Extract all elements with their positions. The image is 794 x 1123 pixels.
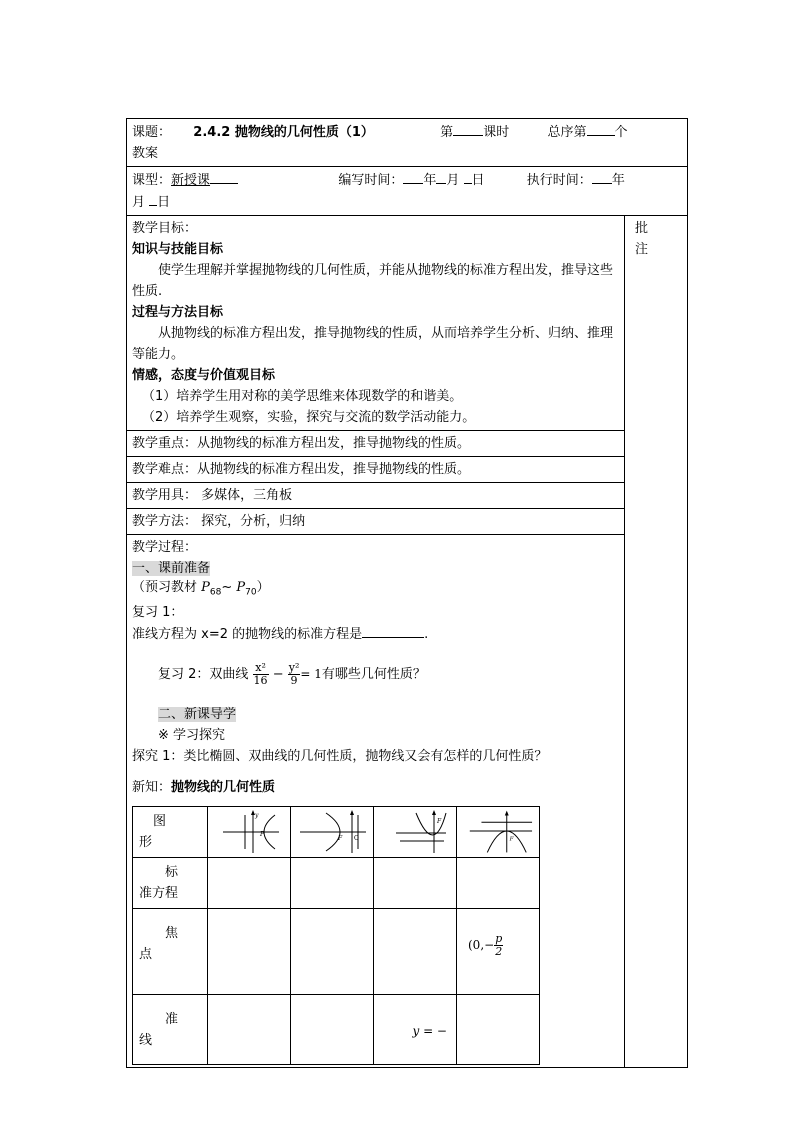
fraction-y	[288, 662, 301, 687]
topic-label: 课题：	[132, 125, 172, 140]
svg-text:F: F	[437, 817, 442, 825]
review-1-text: 准线方程为 x=2 的抛物线的标准方程是	[132, 626, 363, 642]
new-knowledge-pre: 新知：	[132, 779, 172, 795]
process-cell	[127, 535, 625, 1068]
preview-line	[132, 579, 619, 602]
eq-label-1: 标	[165, 864, 179, 880]
dir-cell-1[interactable]	[208, 994, 291, 1064]
lesson-plan-table	[126, 118, 688, 1068]
graph-right-cell	[208, 806, 291, 857]
frac-x-den: 16	[253, 673, 268, 687]
focus-row-label	[133, 908, 208, 994]
knowledge-title: 知识与技能目标	[132, 242, 224, 257]
graph-down-cell	[457, 806, 540, 857]
focus-fraction	[494, 933, 503, 958]
svg-text:O: O	[354, 834, 359, 842]
graph-left-opening-icon	[296, 809, 368, 855]
frac-x-num: x²	[253, 662, 269, 675]
new-knowledge-title: 抛物线的几何性质	[171, 779, 276, 795]
knowledge-text: 使学生理解并掌握抛物线的几何性质，并能从抛物线的标准方程出发，推导这些性质.	[132, 263, 614, 299]
objectives-heading: 教学目标：	[132, 221, 198, 236]
svg-text:y: y	[255, 811, 259, 819]
svg-text:F: F	[509, 836, 514, 843]
attitude-title: 情感，态度与价值观目标	[132, 368, 276, 383]
eq-label-2: 准方程	[139, 885, 179, 901]
process-text: 从抛物线的标准方程出发，推导抛物线的性质，从而培养学生分析、归纳、推理等能力。	[132, 326, 614, 362]
dir-cell-4[interactable]	[457, 994, 540, 1064]
year-label: 年	[423, 173, 437, 188]
review-1-end: .	[424, 626, 429, 642]
focus-partial: (0,−	[468, 937, 495, 952]
meta-row	[127, 167, 688, 216]
notes-label-1: 批	[635, 221, 649, 236]
eq-cell-3[interactable]	[374, 857, 457, 908]
objectives-cell	[127, 216, 625, 431]
focus-label-2: 点	[139, 946, 153, 962]
seq-post: 个	[614, 125, 628, 140]
graph-up-opening-icon	[379, 809, 451, 855]
tools-row: 教学用具： 多媒体，三角板	[127, 483, 625, 509]
section-2-title: 二、新课导学	[158, 706, 237, 722]
focus-2: 2	[495, 944, 503, 958]
frac-y-num: y²	[288, 660, 300, 674]
topic-title: 2.4.2 抛物线的几何性质（1）	[193, 125, 374, 140]
notes-column	[625, 216, 688, 1068]
key-point-row: 教学重点：从抛物线的标准方程出发，推导抛物线的性质。	[127, 431, 625, 457]
focus-label-1: 焦	[165, 925, 179, 941]
equation-row-label	[133, 857, 208, 908]
compile-label: 编写时间：	[338, 173, 404, 188]
day-label: 日	[471, 173, 485, 188]
frac-y-den: 9	[290, 673, 298, 687]
period-pre: 第	[440, 125, 454, 140]
preview-p2: P	[236, 580, 246, 595]
process-heading: 教学过程：	[132, 540, 198, 555]
type-label: 课型：	[132, 173, 172, 188]
graph-label-1: 图	[153, 813, 167, 829]
equals-one: = 1	[300, 666, 322, 681]
review-2-post: 有哪些几何性质？	[321, 666, 426, 682]
exec-label: 执行时间：	[526, 173, 592, 188]
properties-table	[132, 806, 540, 1065]
difficulty-row: 教学难点：从抛物线的标准方程出发，推导抛物线的性质。	[127, 457, 625, 483]
exec-month-label: 月	[132, 195, 146, 210]
dir-label-2: 线	[139, 1032, 153, 1048]
review-2-pre: 复习 2：双曲线	[158, 666, 249, 682]
graph-label-2: 形	[139, 834, 153, 850]
eq-cell-1[interactable]	[208, 857, 291, 908]
preview-s2: 70	[245, 587, 257, 598]
exec-day-label: 日	[157, 195, 171, 210]
dir-cell-3[interactable]	[374, 994, 457, 1064]
period-post: 课时	[483, 125, 510, 140]
minus-sign: −	[272, 666, 284, 682]
preview-pre: （预习教材	[132, 580, 202, 595]
directrix-row-label	[133, 994, 208, 1064]
exec-year-label: 年	[611, 173, 625, 188]
methods-row: 教学方法： 探究，分析，归纳	[127, 509, 625, 535]
graph-up-cell	[374, 806, 457, 857]
eq-cell-2[interactable]	[291, 857, 374, 908]
graph-left-cell	[291, 806, 374, 857]
focus-cell-2[interactable]	[291, 908, 374, 994]
explore-1: 探究 1：类比椭圆、双曲线的几何性质，抛物线又会有怎样的几何性质？	[132, 748, 548, 764]
attitude-item-1: （1）培养学生用对称的美学思维来体现数学的和谐美。	[142, 389, 463, 404]
dir-label-1: 准	[165, 1011, 179, 1027]
review-1-line	[132, 623, 619, 645]
graph-right-opening-icon	[213, 809, 285, 855]
lesson-plan	[126, 118, 687, 1068]
process-title: 过程与方法目标	[132, 305, 224, 320]
review-1-label: 复习 1：	[132, 604, 184, 620]
title-row	[127, 119, 688, 167]
explore-label: ※ 学习探究	[158, 727, 226, 743]
new-knowledge-line	[132, 777, 619, 798]
attitude-item-2: （2）培养学生观察，实验，探究与交流的数学活动能力。	[142, 410, 476, 425]
review-2-line	[132, 659, 619, 690]
graph-down-opening-icon	[462, 809, 534, 855]
eq-cell-4[interactable]	[457, 857, 540, 908]
graph-row-label	[133, 806, 208, 857]
section-1-title: 一、课前准备	[132, 561, 211, 576]
preview-mid: ~	[221, 580, 237, 595]
svg-text:F: F	[338, 834, 343, 842]
preview-post: ）	[256, 580, 270, 595]
type-value: 新授课	[171, 173, 211, 188]
notes-label-2: 注	[635, 242, 649, 257]
month-label: 月	[446, 173, 460, 188]
focus-cell-1[interactable]	[208, 908, 291, 994]
preview-s1: 68	[209, 587, 222, 598]
seq-pre: 总序第	[547, 125, 587, 140]
focus-cell-4[interactable]	[457, 908, 540, 994]
svg-text:F: F	[260, 830, 265, 838]
dir-cell-2[interactable]	[291, 994, 374, 1064]
fraction-x	[253, 662, 269, 687]
focus-p: p	[495, 931, 503, 945]
plan-word: 教案	[132, 146, 159, 161]
directrix-partial: y = −	[412, 1023, 447, 1038]
focus-cell-3[interactable]	[374, 908, 457, 994]
preview-p1: P	[201, 580, 210, 595]
